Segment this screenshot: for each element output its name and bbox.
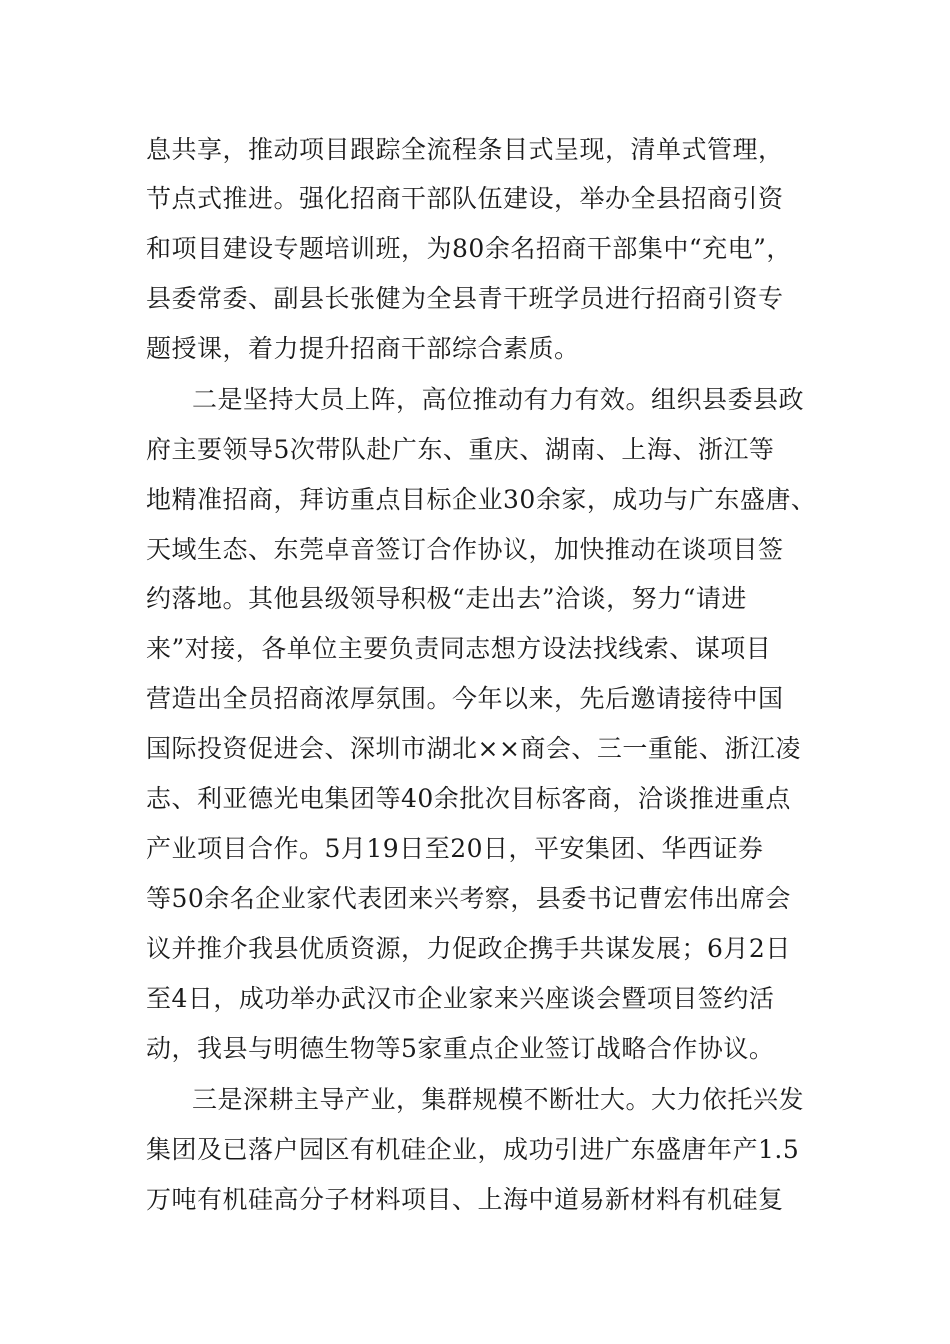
- text-line: 志、利亚德光电集团等40余批次目标客商，洽谈推进重点: [146, 784, 791, 813]
- text-line: 产业项目合作。5月19日至20日，平安集团、华西证券: [146, 834, 764, 863]
- text-line: 来”对接，各单位主要负责同志想方设法找线索、谋项目: [146, 634, 772, 663]
- text-line: 约落地。其他县级领导积极“走出去”洽谈，努力“请进: [146, 584, 747, 613]
- text-line: 动，我县与明德生物等5家重点企业签订战略合作协议。: [146, 1034, 775, 1063]
- text-line: 节点式推进。强化招商干部队伍建设，举办全县招商引资: [146, 184, 784, 213]
- text-line: 天域生态、东莞卓音签订合作协议，加快推动在谈项目签: [146, 535, 784, 564]
- text-line: 等50余名企业家代表团来兴考察，县委书记曹宏伟出席会: [146, 884, 791, 913]
- text-line: 和项目建设专题培训班，为80余名招商干部集中“充电”，: [146, 234, 792, 263]
- text-line: 县委常委、副县长张健为全县青干班学员进行招商引资专: [146, 284, 784, 313]
- text-line: 府主要领导5次带队赴广东、重庆、湖南、上海、浙江等: [146, 435, 775, 464]
- text-line: 万吨有机硅高分子材料项目、上海中道易新材料有机硅复: [146, 1185, 784, 1214]
- text-line: 至4日，成功举办武汉市企业家来兴座谈会暨项目签约活: [146, 984, 775, 1013]
- text-line: 集团及已落户园区有机硅企业，成功引进广东盛唐年产1.5: [146, 1135, 800, 1164]
- paragraph-start-line: 三是深耕主导产业，集群规模不断壮大。大力依托兴发: [192, 1085, 805, 1114]
- text-line: 营造出全员招商浓厚氛围。今年以来，先后邀请接待中国: [146, 684, 784, 713]
- text-line: 息共享，推动项目跟踪全流程条目式呈现，清单式管理，: [146, 135, 784, 164]
- paragraph-start-line: 二是坚持大员上阵，高位推动有力有效。组织县委县政: [192, 385, 805, 414]
- text-line: 议并推介我县优质资源，力促政企携手共谋发展；6月2日: [146, 934, 791, 963]
- text-line: 国际投资促进会、深圳市湖北××商会、三一重能、浙江凌: [146, 734, 801, 763]
- text-line: 题授课，着力提升招商干部综合素质。: [146, 334, 580, 363]
- text-line: 地精准招商，拜访重点目标企业30余家，成功与广东盛唐、: [146, 485, 817, 514]
